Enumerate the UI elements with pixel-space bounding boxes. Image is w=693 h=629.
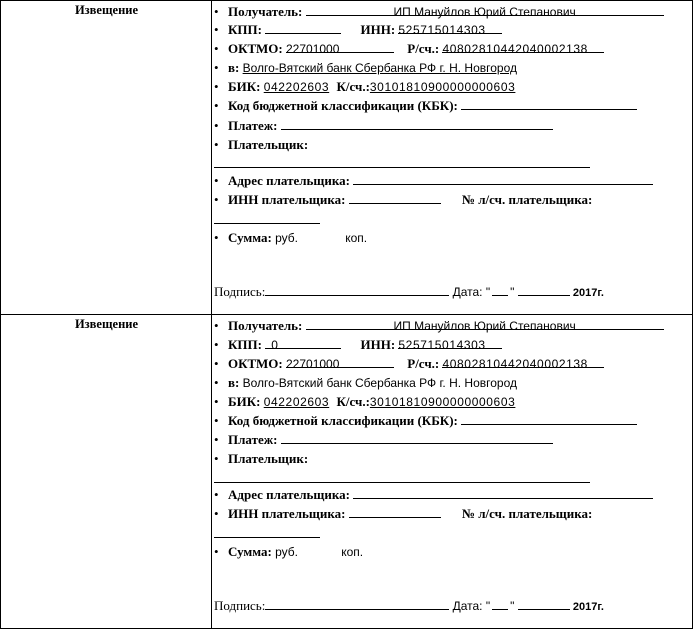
payer-inn-label: ИНН плательщика: — [228, 192, 346, 207]
account-value: 40802810442040002138 — [442, 42, 588, 56]
payer-account-field[interactable] — [214, 537, 320, 538]
payment-row — [214, 117, 690, 135]
inn-label: ИНН: — [360, 337, 396, 352]
payer-field[interactable] — [214, 482, 590, 483]
kpp-inn-row — [214, 21, 690, 39]
recipient-label: Получатель: — [228, 318, 303, 333]
rub-label: руб. — [275, 231, 298, 245]
bik-label: БИК: — [228, 79, 261, 94]
corr-account-value[interactable]: 30101810900000000603 — [369, 80, 516, 94]
date-day-field[interactable] — [492, 597, 508, 610]
recipient-value: ИП Мануйлов Юрий Степанович — [393, 5, 576, 19]
payer-row — [214, 136, 690, 154]
date-quote: " — [510, 285, 515, 299]
signature-row — [214, 283, 690, 301]
bullet-icon: • — [214, 375, 219, 390]
account-field[interactable] — [442, 40, 604, 56]
bullet-icon: • — [214, 79, 219, 94]
payment-row — [214, 431, 690, 449]
corr-account-label: К/сч.: — [336, 394, 370, 409]
kpp-field[interactable] — [265, 21, 341, 34]
kbk-row — [214, 97, 690, 115]
account-label: Р/сч.: — [407, 356, 440, 371]
oktmo-account-row — [214, 40, 690, 58]
inn-field[interactable] — [398, 21, 502, 37]
signature-field[interactable] — [265, 283, 449, 296]
date-month-field[interactable] — [518, 597, 570, 610]
kbk-label: Код бюджетной классификации (КБК): — [228, 413, 458, 428]
bullet-icon: • — [214, 173, 219, 188]
date-day-field[interactable] — [492, 283, 508, 296]
notice-label: Извещение — [74, 3, 139, 17]
notice-fields — [214, 1, 692, 314]
payer-field[interactable] — [214, 167, 590, 168]
account-field[interactable] — [442, 355, 604, 371]
payment-field[interactable] — [281, 431, 553, 444]
bullet-icon: • — [214, 544, 219, 559]
payer-inn-row — [214, 191, 690, 209]
bik-label: БИК: — [228, 394, 261, 409]
kbk-row — [214, 412, 690, 430]
corr-account-value[interactable]: 30101810900000000603 — [369, 395, 516, 409]
bullet-icon: • — [214, 413, 219, 428]
sum-label: Сумма: — [228, 230, 272, 245]
recipient-row — [214, 317, 690, 335]
oktmo-label: ОКТМО: — [228, 41, 283, 56]
corr-account-label: К/сч.: — [336, 79, 370, 94]
date-quote: " — [510, 599, 515, 613]
date-year: 2017г. — [572, 601, 604, 613]
bullet-icon: • — [214, 118, 219, 133]
bullet-icon: • — [214, 356, 219, 371]
payer-address-row — [214, 486, 690, 504]
signature-row — [214, 597, 690, 615]
bullet-icon: • — [214, 230, 219, 245]
notice-fields — [214, 315, 692, 628]
bik-row — [214, 393, 690, 411]
payer-address-field[interactable] — [353, 172, 653, 185]
bank-row — [214, 59, 690, 77]
kpp-value: 0 — [271, 338, 278, 352]
bik-value[interactable]: 042202603 — [263, 80, 330, 94]
notice-label: Извещение — [74, 317, 139, 331]
kpp-inn-row — [214, 336, 690, 354]
signature-label: Подпись: — [214, 598, 266, 613]
date-label: Дата: " — [452, 599, 491, 613]
kbk-field[interactable] — [461, 97, 637, 110]
recipient-row — [214, 3, 690, 21]
payer-inn-label: ИНН плательщика: — [228, 506, 346, 521]
sum-row — [214, 229, 690, 247]
oktmo-field[interactable] — [286, 40, 394, 56]
bullet-icon: • — [214, 4, 219, 19]
payer-inn-row — [214, 505, 690, 523]
payer-address-row — [214, 172, 690, 190]
sum-row — [214, 543, 690, 561]
payer-address-label: Адрес плательщика: — [228, 487, 351, 502]
inn-field[interactable] — [398, 336, 502, 352]
bank-row — [214, 374, 690, 392]
oktmo-account-row — [214, 355, 690, 373]
payer-inn-field[interactable] — [349, 191, 441, 204]
notice-block-2 — [0, 314, 693, 629]
bank-value[interactable]: Волго-Вятский банк Сбербанка РФ г. Н. Новгород — [242, 376, 518, 390]
date-month-field[interactable] — [518, 283, 570, 296]
bullet-icon: • — [214, 487, 219, 502]
payer-account-label: № л/сч. плательщика: — [461, 506, 593, 521]
kop-label: коп. — [345, 231, 368, 245]
bullet-icon: • — [214, 137, 219, 152]
payment-label: Платеж: — [228, 432, 278, 447]
date-label: Дата: " — [452, 285, 491, 299]
rub-label: руб. — [275, 545, 298, 559]
bullet-icon: • — [214, 22, 219, 37]
bullet-icon: • — [214, 98, 219, 113]
oktmo-label: ОКТМО: — [228, 356, 283, 371]
date-year: 2017г. — [572, 287, 604, 299]
bullet-icon: • — [214, 41, 219, 56]
signature-field[interactable] — [265, 597, 449, 610]
payer-account-field[interactable] — [214, 223, 320, 224]
kpp-label: КПП: — [228, 337, 262, 352]
kpp-label: КПП: — [228, 22, 262, 37]
recipient-field[interactable] — [306, 317, 664, 333]
payment-label: Платеж: — [228, 118, 278, 133]
payer-row — [214, 450, 690, 468]
payment-field[interactable] — [281, 117, 553, 130]
payer-account-label: № л/сч. плательщика: — [461, 192, 593, 207]
recipient-label: Получатель: — [228, 4, 303, 19]
oktmo-field[interactable] — [286, 355, 394, 371]
oktmo-value: 22701000 — [286, 357, 340, 371]
payer-address-field[interactable] — [353, 486, 653, 499]
bullet-icon: • — [214, 337, 219, 352]
account-value: 40802810442040002138 — [442, 357, 588, 371]
kbk-field[interactable] — [461, 412, 637, 425]
inn-value: 525715014303 — [398, 338, 486, 352]
bullet-icon: • — [214, 451, 219, 466]
bank-label: в: — [228, 375, 240, 390]
kbk-label: Код бюджетной классификации (КБК): — [228, 98, 458, 113]
payer-address-label: Адрес плательщика: — [228, 173, 351, 188]
bank-label: в: — [228, 60, 240, 75]
inn-value: 525715014303 — [398, 23, 486, 37]
account-label: Р/сч.: — [407, 41, 440, 56]
bullet-icon: • — [214, 506, 219, 521]
notice-label-cell — [1, 1, 212, 314]
recipient-field[interactable] — [306, 3, 664, 19]
kpp-field[interactable] — [265, 336, 341, 352]
bullet-icon: • — [214, 432, 219, 447]
bullet-icon: • — [214, 394, 219, 409]
bullet-icon: • — [214, 192, 219, 207]
notice-label-cell — [1, 315, 212, 628]
bank-value[interactable]: Волго-Вятский банк Сбербанка РФ г. Н. Новгород — [242, 61, 518, 75]
bik-value[interactable]: 042202603 — [263, 395, 330, 409]
bullet-icon: • — [214, 60, 219, 75]
bullet-icon: • — [214, 318, 219, 333]
payer-label: Плательщик: — [228, 137, 309, 152]
payer-label: Плательщик: — [228, 451, 309, 466]
signature-label: Подпись: — [214, 284, 266, 299]
inn-label: ИНН: — [360, 22, 396, 37]
bik-row — [214, 78, 690, 96]
sum-label: Сумма: — [228, 544, 272, 559]
recipient-value: ИП Мануйлов Юрий Степанович — [393, 319, 576, 333]
oktmo-value: 22701000 — [286, 42, 340, 56]
payer-inn-field[interactable] — [349, 505, 441, 518]
kop-label: коп. — [341, 545, 364, 559]
